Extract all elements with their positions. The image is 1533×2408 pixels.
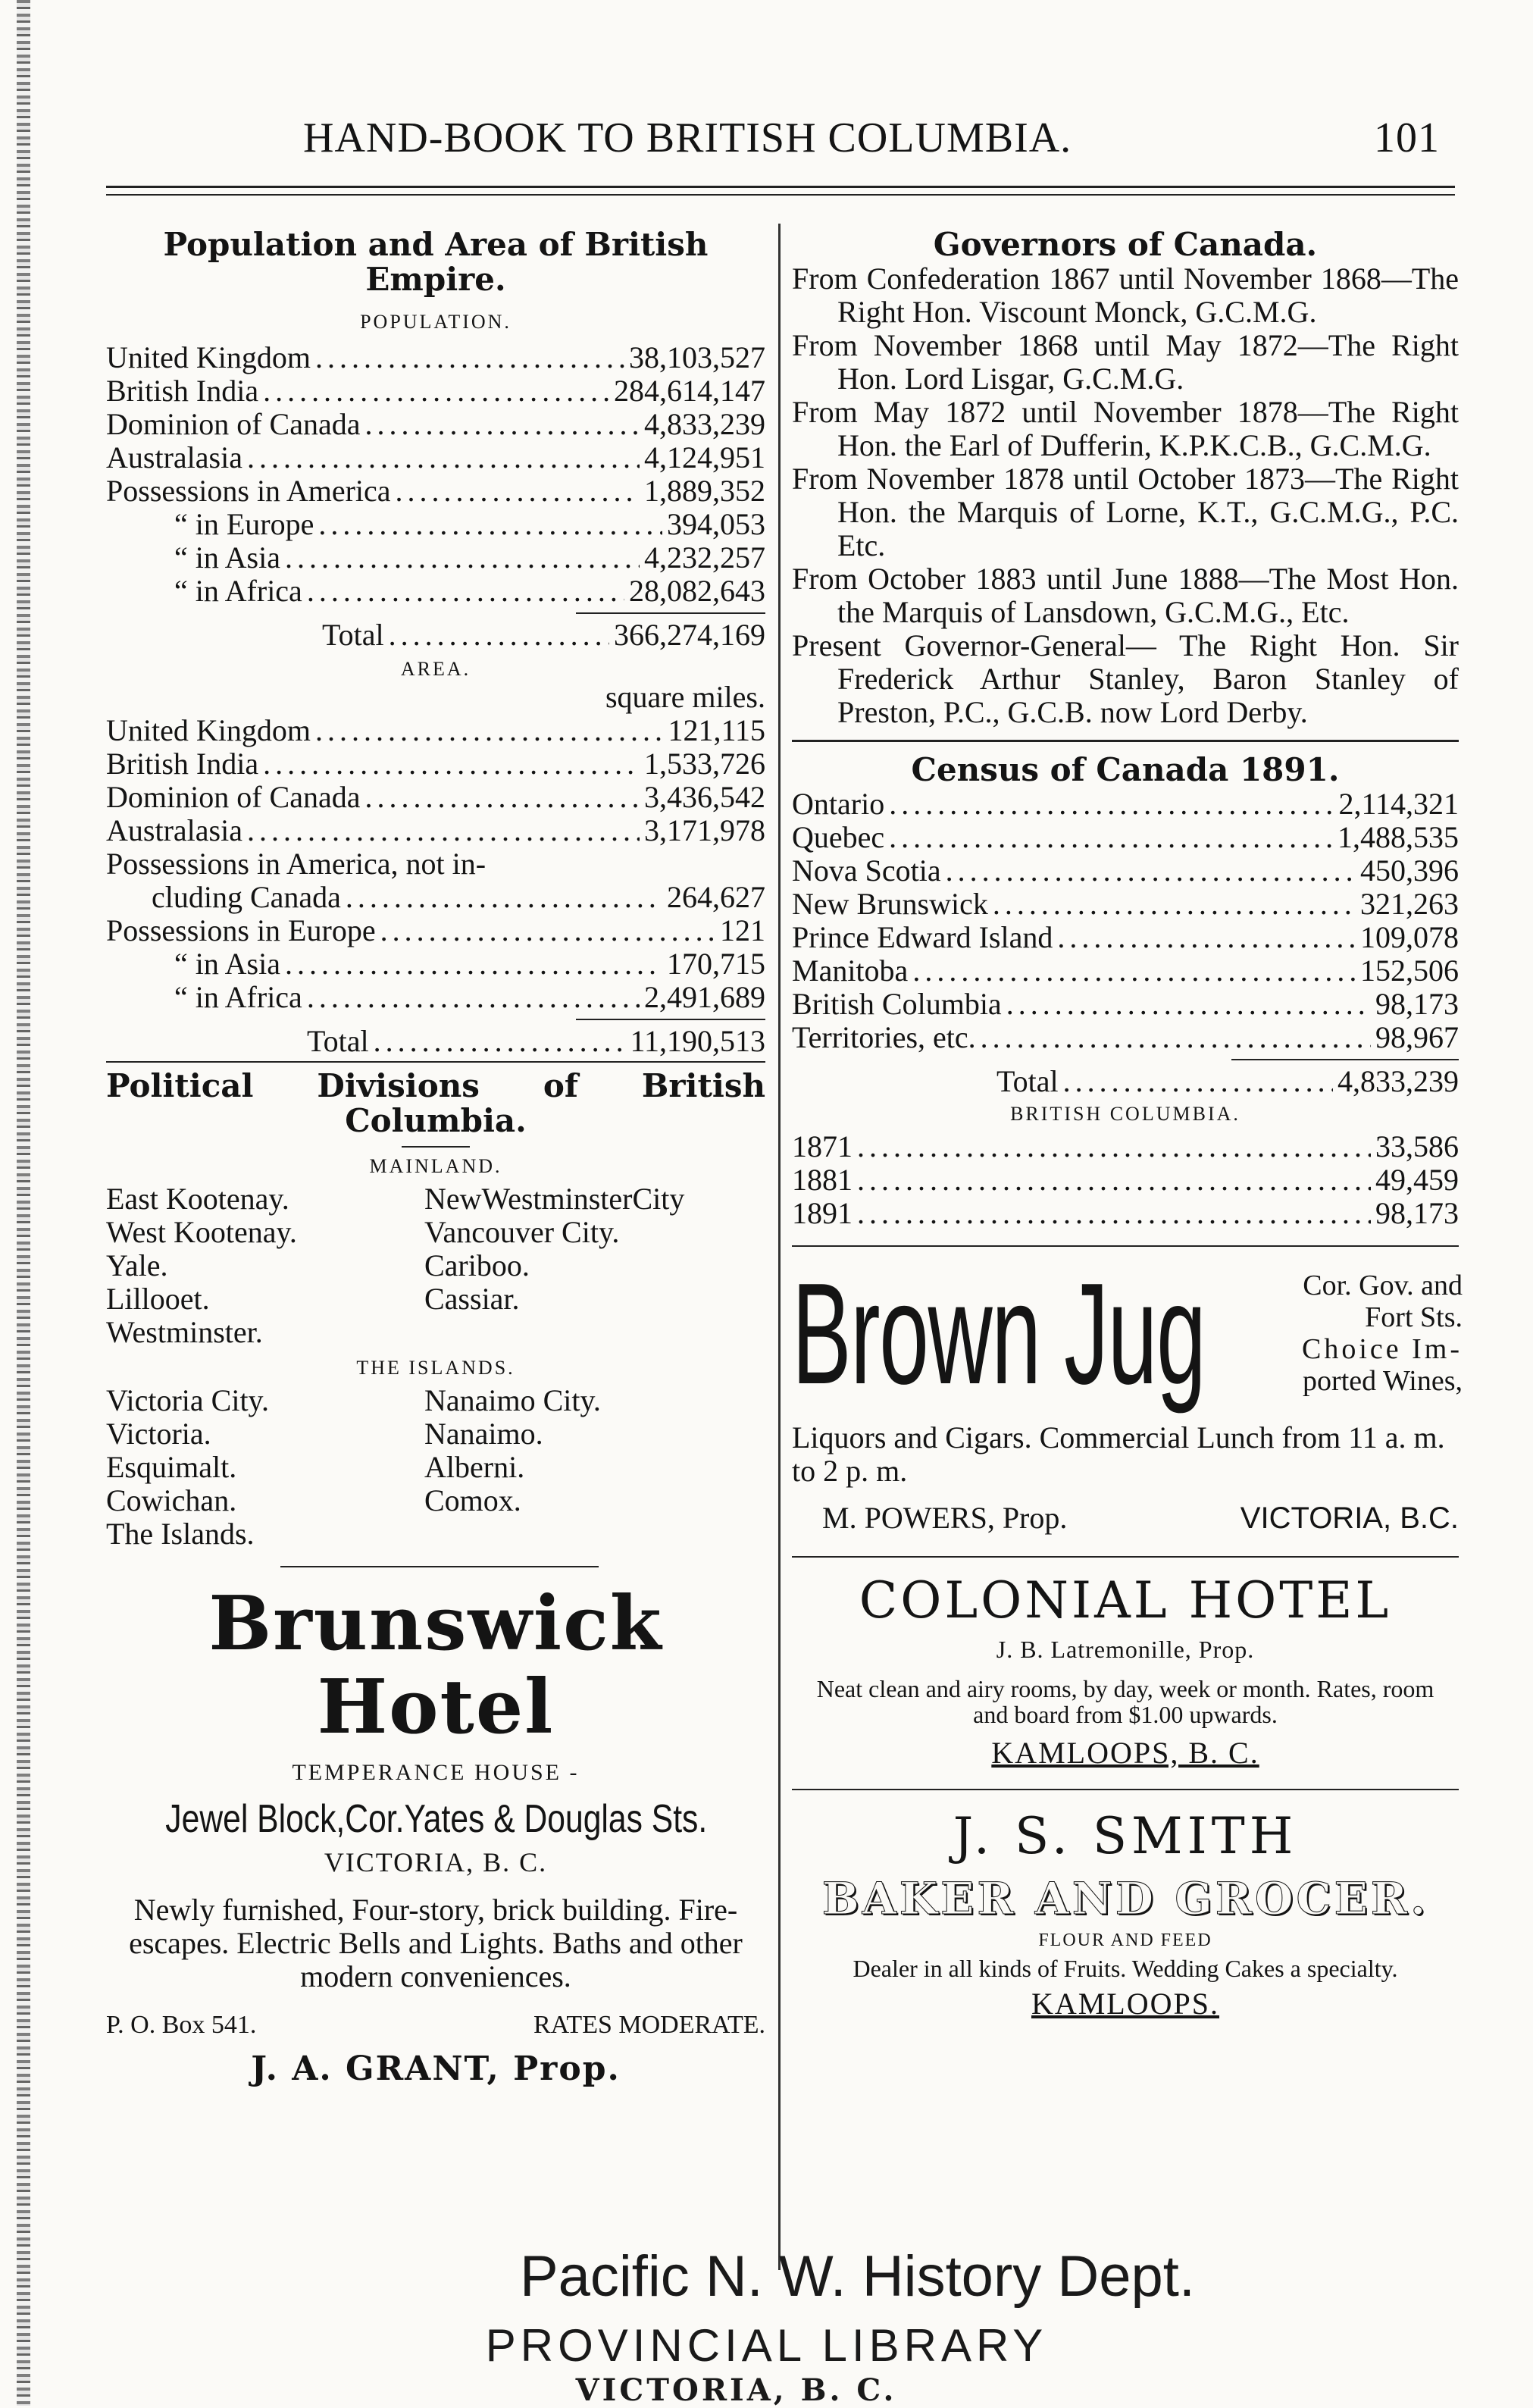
row-value: 1,488,535: [1337, 820, 1459, 854]
running-header: [106, 114, 1455, 167]
brunswick-hotel-name: Brunswick Hotel: [208, 1580, 663, 1751]
section-rule-political: [106, 1061, 765, 1063]
area-total-label: Total: [307, 1024, 369, 1058]
political-divisions-title: Political Divisions of British Columbia.: [106, 1067, 765, 1139]
library-stamp-line3: VICTORIA, B. C.: [575, 2372, 897, 2408]
census-row: [792, 921, 1459, 954]
bc-census-list: [792, 1130, 1459, 1230]
governors-title: Governors of Canada.: [933, 226, 1318, 263]
area-row: [106, 814, 765, 847]
area-row: [106, 781, 765, 814]
row-label: British Columbia: [792, 987, 1002, 1021]
population-row: [106, 575, 765, 608]
brown-jug-ad: [792, 1254, 1463, 1535]
smith-city: KAMLOOPS.: [1031, 1987, 1220, 2021]
running-title: HAND-BOOK TO BRITISH COLUMBIA.: [303, 114, 1072, 161]
population-row: [106, 541, 765, 575]
row-label: 1871: [792, 1129, 853, 1163]
population-row: [106, 408, 765, 441]
governor-entry: From Confederation 1867 until November 1868—The Right Hon. Viscount Monck, G.C.M.G.: [792, 261, 1459, 329]
area-total-row: [106, 1025, 765, 1058]
mainland-division: Cariboo.: [424, 1248, 530, 1282]
section-rule-colonial: [792, 1556, 1459, 1558]
mainland-division: Vancouver City.: [424, 1215, 620, 1249]
row-value: 3,171,978: [644, 813, 765, 847]
row-label: United Kingdom: [106, 713, 311, 747]
brunswick-po-box: P. O. Box 541.: [106, 2011, 257, 2039]
brunswick-address: Jewel Block,Cor.Yates & Douglas Sts.: [165, 1797, 708, 1841]
governor-entry: From November 1878 until October 1873—The Right Hon. the Marquis of Lorne, K.T., G.C.M.G., P.C. Etc.: [792, 462, 1459, 562]
brown-jug-line: Liquors and Cigars. Commercial Lunch from 11 a. m. to 2 p. m.: [792, 1420, 1445, 1488]
row-value: 152,506: [1360, 953, 1459, 988]
mainland-division: Yale.: [106, 1248, 168, 1282]
brown-jug-proprietor: M. POWERS, Prop.: [822, 1501, 1068, 1535]
row-value: 3,436,542: [644, 780, 765, 814]
js-smith-ad: [792, 1807, 1459, 2021]
row-value: 49,459: [1375, 1163, 1459, 1197]
row-value: 4,232,257: [644, 540, 765, 575]
area-possessions-america-row: [106, 881, 765, 914]
census-list: [792, 788, 1459, 1054]
mainland-division: NewWestminsterCity: [424, 1182, 685, 1216]
census-total-row: [792, 1065, 1459, 1098]
section-rule-brunswick: [280, 1566, 599, 1567]
brown-jug-footer: [792, 1501, 1459, 1535]
population-total-label: Total: [322, 618, 384, 652]
row-label: Territories, etc.: [792, 1020, 976, 1054]
mainland-division: West Kootenay.: [106, 1215, 297, 1249]
row-value: 170,715: [667, 947, 765, 981]
row-value: 98,173: [1375, 987, 1459, 1021]
bc-census-row: [792, 1130, 1459, 1163]
population-row: [106, 441, 765, 474]
row-label: Possessions in America: [106, 474, 391, 508]
brunswick-city: VICTORIA, B. C.: [324, 1847, 548, 1877]
section-rule-census: [792, 740, 1459, 742]
population-row: [106, 341, 765, 374]
smith-trade: BAKER AND GROCER.: [821, 1873, 1429, 1924]
bc-census-row: [792, 1163, 1459, 1197]
population-total-value: 366,274,169: [614, 618, 765, 652]
smith-name: J. S. SMITH: [953, 1807, 1298, 1865]
population-row: [106, 374, 765, 408]
census-row: [792, 954, 1459, 988]
census-row: [792, 788, 1459, 821]
row-label: “ in Asia: [174, 540, 280, 575]
island-division: Victoria.: [106, 1417, 211, 1451]
area-possessions-america-line1: Possessions in America, not in-: [106, 847, 486, 881]
bc-census-label: BRITISH COLUMBIA.: [1010, 1103, 1240, 1125]
row-value: 38,103,527: [629, 340, 765, 374]
row-value: 28,082,643: [629, 574, 765, 608]
row-value: 98,173: [1375, 1196, 1459, 1230]
population-row: [106, 474, 765, 508]
page-edge-border: [17, 0, 30, 2406]
colonial-hotel-name: COLONIAL HOTEL: [859, 1571, 1392, 1630]
brunswick-description: Newly furnished, Four-story, brick building. Fire-escapes. Electric Bells and Lights. Baths and other modern conveniences.: [129, 1893, 743, 1993]
right-column: [792, 226, 1463, 2021]
area-rest-list: [106, 914, 765, 1014]
island-division: Nanaimo.: [424, 1417, 543, 1451]
census-total-rule: [1231, 1059, 1459, 1060]
area-row: [106, 914, 765, 947]
row-label: “ in Africa: [174, 574, 302, 608]
area-total-value: 11,190,513: [630, 1024, 765, 1058]
library-stamp-line1: Pacific N. W. History Dept.: [519, 2244, 1196, 2309]
mainland-division: East Kootenay.: [106, 1182, 289, 1216]
row-value: 1,889,352: [644, 474, 765, 508]
population-list: [106, 341, 765, 608]
brunswick-subtitle: TEMPERANCE HOUSE -: [292, 1760, 580, 1785]
colonial-city: KAMLOOPS, B. C.: [991, 1736, 1259, 1770]
row-label: Prince Edward Island: [792, 920, 1053, 954]
row-value: 321,263: [1360, 887, 1459, 921]
column-divider: [778, 224, 781, 2270]
row-label: Possessions in Europe: [106, 913, 376, 947]
row-value: 1,533,726: [644, 747, 765, 781]
brown-jug-side-2: Fort Sts.: [1365, 1301, 1463, 1333]
brown-jug-city: VICTORIA, B.C.: [1240, 1501, 1459, 1535]
area-possessions-america-line2: cluding Canada: [152, 880, 341, 914]
page-number: 101: [1374, 114, 1440, 161]
row-value: 33,586: [1375, 1129, 1459, 1163]
island-division: Comox.: [424, 1483, 521, 1517]
colonial-description: Neat clean and airy rooms, by day, week or month. Rates, room and board from $1.00 upwards.: [816, 1675, 1434, 1728]
row-label: New Brunswick: [792, 887, 988, 921]
census-total-value: 4,833,239: [1337, 1064, 1459, 1098]
header-rule-2: [106, 194, 1455, 196]
population-label: POPULATION.: [360, 311, 512, 333]
row-label: “ in Africa: [174, 980, 302, 1014]
row-label: “ in Asia: [174, 947, 280, 981]
area-possessions-america-value: 264,627: [667, 880, 765, 914]
row-value: 109,078: [1360, 920, 1459, 954]
row-value: 4,124,951: [644, 440, 765, 474]
row-value: 4,833,239: [644, 407, 765, 441]
brown-jug-side-4: ported Wines,: [1303, 1365, 1463, 1397]
colonial-hotel-ad: [792, 1571, 1459, 1771]
census-section: [792, 753, 1459, 1230]
row-label: Dominion of Canada: [106, 780, 361, 814]
census-row: [792, 1021, 1459, 1054]
area-row: [106, 747, 765, 781]
brown-jug-side-3: Choice Im-: [1301, 1333, 1463, 1365]
row-value: 98,967: [1375, 1020, 1459, 1054]
area-row: [106, 947, 765, 981]
island-division: Victoria City.: [106, 1383, 269, 1417]
row-value: 121,115: [668, 713, 765, 747]
library-stamp-line2: PROVINCIAL LIBRARY: [485, 2320, 1048, 2371]
smith-description: Dealer in all kinds of Fruits. Wedding Cakes a specialty.: [853, 1955, 1398, 1982]
section-rule-brownjug: [792, 1245, 1459, 1247]
row-label: 1891: [792, 1196, 853, 1230]
governors-list: [792, 262, 1459, 729]
smith-subtitle: FLOUR AND FEED: [1038, 1930, 1212, 1950]
section-rule-smith: [792, 1789, 1459, 1790]
island-division: Esquimalt.: [106, 1450, 237, 1484]
row-label: Australasia: [106, 440, 242, 474]
row-value: 2,114,321: [1338, 787, 1459, 821]
mainland-label: MAINLAND.: [369, 1155, 502, 1177]
mainland-division: Cassiar.: [424, 1282, 520, 1316]
island-division: Cowichan.: [106, 1483, 237, 1517]
row-value: 284,614,147: [614, 374, 765, 408]
census-row: [792, 988, 1459, 1021]
row-label: Ontario: [792, 787, 885, 821]
brunswick-footer-row: [106, 2009, 765, 2042]
islands-label: THE ISLANDS.: [356, 1357, 515, 1379]
brunswick-hotel-ad: [106, 1580, 765, 2088]
bc-census-row: [792, 1197, 1459, 1230]
area-row: [106, 714, 765, 747]
mainland-division: Lillooet.: [106, 1282, 210, 1316]
row-label: Nova Scotia: [792, 853, 941, 888]
census-title: Census of Canada 1891.: [911, 751, 1340, 788]
area-list: [106, 714, 765, 847]
row-label: British India: [106, 374, 259, 408]
area-row: [106, 981, 765, 1014]
row-value: 121: [720, 913, 765, 947]
row-value: 394,053: [667, 507, 765, 541]
mainland-divisions: [106, 1182, 765, 1349]
population-row: [106, 508, 765, 541]
row-label: Dominion of Canada: [106, 407, 361, 441]
row-label: 1881: [792, 1163, 853, 1197]
mainland-division: Westminster.: [106, 1315, 263, 1349]
row-label: British India: [106, 747, 259, 781]
brown-jug-side-1: Cor. Gov. and: [1303, 1270, 1463, 1301]
row-label: Australasia: [106, 813, 242, 847]
brown-jug-name: Brown Jug: [792, 1254, 1206, 1414]
brown-jug-address: [1220, 1270, 1463, 1397]
census-row: [792, 854, 1459, 888]
header-rule: [106, 186, 1455, 188]
census-row: [792, 821, 1459, 854]
area-label: AREA.: [400, 658, 471, 680]
governor-entry: From November 1868 until May 1872—The Right Hon. Lord Lisgar, G.C.M.G.: [792, 328, 1459, 396]
governor-entry: Present Governor-General— The Right Hon. Sir Frederick Arthur Stanley, Baron Stanley of Preston, P.C., G.C.B. now Lord Derby.: [792, 628, 1459, 729]
census-row: [792, 888, 1459, 921]
row-label: Quebec: [792, 820, 885, 854]
area-unit: square miles.: [605, 680, 765, 714]
population-area-title: Population and Area of British Empire.: [163, 226, 709, 298]
island-division: Nanaimo City.: [424, 1383, 601, 1417]
brunswick-rates: RATES MODERATE.: [533, 2011, 765, 2039]
governor-entry: From October 1883 until June 1888—The Most Hon. the Marquis of Lansdown, G.C.M.G., Etc.: [792, 562, 1459, 629]
brunswick-proprietor: J. A. GRANT, Prop.: [251, 2049, 621, 2088]
mainland-division: [424, 1316, 765, 1349]
row-label: “ in Europe: [174, 507, 314, 541]
governors-section: [792, 227, 1459, 729]
row-value: 2,491,689: [644, 980, 765, 1014]
left-column: [106, 227, 765, 2088]
row-label: Manitoba: [792, 953, 909, 988]
island-division: [424, 1517, 765, 1551]
area-total-rule: [576, 1019, 765, 1020]
island-division: Alberni.: [424, 1450, 525, 1484]
row-value: 450,396: [1360, 853, 1459, 888]
population-area-section: [106, 227, 765, 1058]
governor-entry: From May 1872 until November 1878—The Right Hon. the Earl of Dufferin, K.P.K.C.B., G.C.M.G.: [792, 395, 1459, 462]
island-division: The Islands.: [106, 1517, 255, 1551]
census-total-label: Total: [996, 1064, 1059, 1098]
political-divisions-section: [106, 1069, 765, 1551]
row-label: United Kingdom: [106, 340, 311, 374]
island-divisions: [106, 1384, 765, 1551]
population-total-rule: [576, 612, 765, 614]
population-total-row: [106, 618, 765, 652]
colonial-proprietor: J. B. Latremonille, Prop.: [996, 1636, 1255, 1663]
